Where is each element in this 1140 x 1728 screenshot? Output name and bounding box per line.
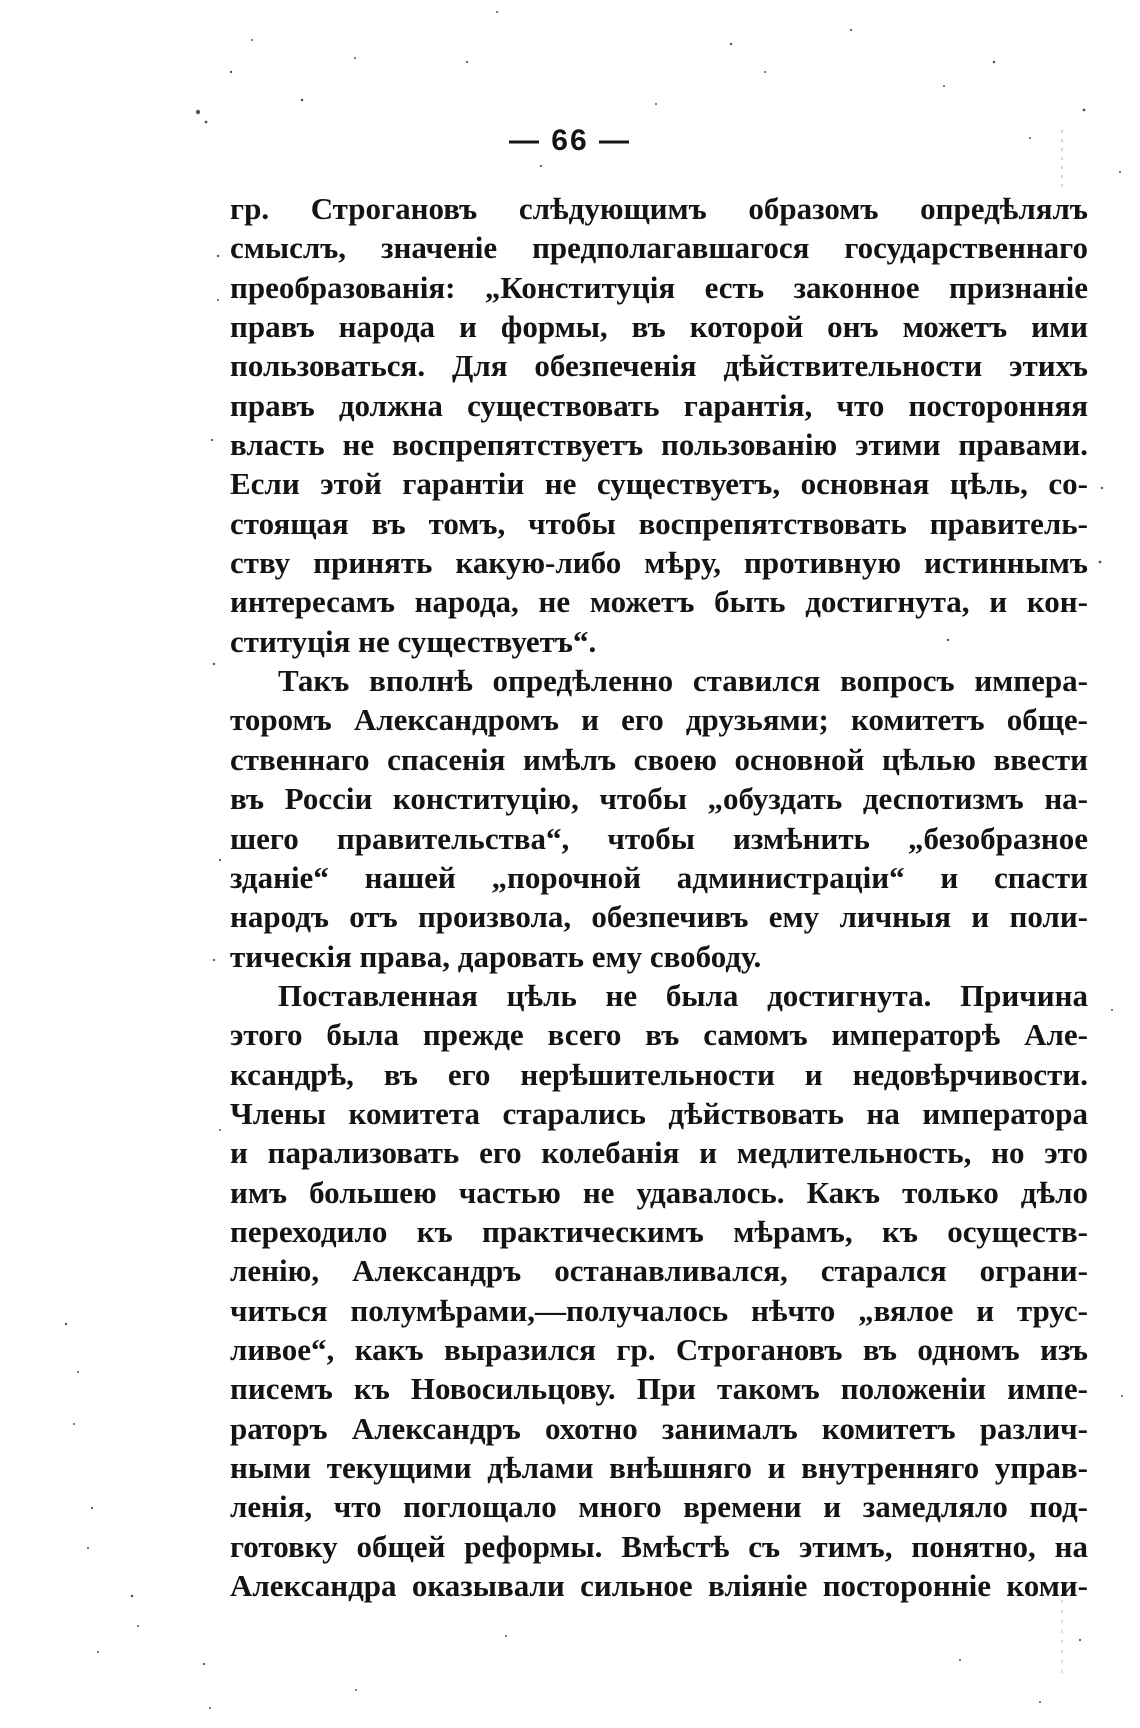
- text-line: ленія, что поглощало много времени и замедляло под-: [230, 1489, 1088, 1525]
- text-line: Поставленная цѣль не была достигнута. Причина: [278, 977, 1088, 1013]
- text-line: пользоваться. Для обезпеченія дѣйствительности этихъ: [230, 348, 1088, 384]
- text-line: интересамъ народа, не можетъ быть достигнута, и кон-: [230, 584, 1088, 620]
- text-line: тическія права, даровать ему свободу.: [230, 938, 762, 974]
- text-line: правъ народа и формы, въ которой онъ можетъ ими: [230, 309, 1088, 345]
- text-line: ливое“, какъ выразился гр. Строгановъ въ одномъ изъ: [230, 1331, 1088, 1367]
- text-line: готовку общей реформы. Вмѣстѣ съ этимъ, понятно, на: [230, 1528, 1088, 1564]
- text-line: смыслъ, значеніе предполагавшагося государственнаго: [230, 230, 1088, 266]
- text-line: Члены комитета старались дѣйствовать на императора: [230, 1095, 1088, 1131]
- text-line: преобразованія: „Конституція есть законное признаніе: [230, 269, 1088, 305]
- text-line: народъ отъ произвола, обезпечивъ ему личныя и поли-: [230, 899, 1088, 935]
- text-line: правъ должна существовать гарантія, что посторонняя: [230, 387, 1088, 423]
- text-line: раторъ Александръ охотно занималъ комитетъ различ-: [230, 1410, 1088, 1446]
- text-line: ксандрѣ, въ его нерѣшительности и недовѣрчивости.: [230, 1056, 1088, 1092]
- text-line: торомъ Александромъ и его друзьями; комитетъ обще-: [230, 702, 1088, 738]
- text-line: Если этой гарантіи не существуетъ, основная цѣль, со-: [230, 466, 1088, 502]
- text-line: ституція не существуетъ“.: [230, 623, 597, 659]
- text-line: ленію, Александръ останавливался, старался ограни-: [230, 1253, 1088, 1289]
- body-text: [230, 189, 1088, 1605]
- text-line: и парализовать его колебанія и медлительность, но это: [230, 1135, 1088, 1171]
- text-line: переходило къ практическимъ мѣрамъ, къ осуществ-: [230, 1213, 1088, 1249]
- text-line: ными текущими дѣлами внѣшняго и внутренняго управ-: [230, 1450, 1088, 1485]
- text-line: этого была прежде всего въ самомъ императорѣ Але-: [230, 1017, 1088, 1053]
- text-line: власть не воспрепятствуетъ пользованію этими правами.: [230, 427, 1088, 463]
- text-line: читься полумѣрами,—получалось нѣчто „вялое и трус-: [230, 1292, 1088, 1328]
- page-number: — 66 —: [508, 124, 632, 157]
- text-line: зданіе“ нашей „порочной администраціи“ и спасти: [230, 859, 1088, 895]
- text-line: Александра оказывали сильное вліяніе посторонніе коми-: [230, 1568, 1088, 1604]
- text-line: стоящая въ томъ, чтобы воспрепятствовать правитель-: [230, 505, 1088, 541]
- text-line: имъ большею частью не удавалось. Какъ только дѣло: [230, 1174, 1088, 1210]
- text-line: ственнаго спасенія имѣлъ своею основной цѣлью ввести: [230, 741, 1088, 777]
- text-line: писемъ къ Новосильцову. При такомъ положеніи импе-: [230, 1371, 1088, 1407]
- text-line: шего правительства“, чтобы измѣнить „безобразное: [230, 820, 1088, 856]
- text-line: ству принять какую-либо мѣру, противную истиннымъ: [230, 545, 1088, 581]
- text-line: гр. Строгановъ слѣдующимъ образомъ опредѣлялъ: [230, 191, 1088, 226]
- text-line: Такъ вполнѣ опредѣленно ставился вопросъ импера-: [278, 663, 1088, 699]
- text-line: въ Россіи конституцію, чтобы „обуздать деспотизмъ на-: [230, 781, 1088, 817]
